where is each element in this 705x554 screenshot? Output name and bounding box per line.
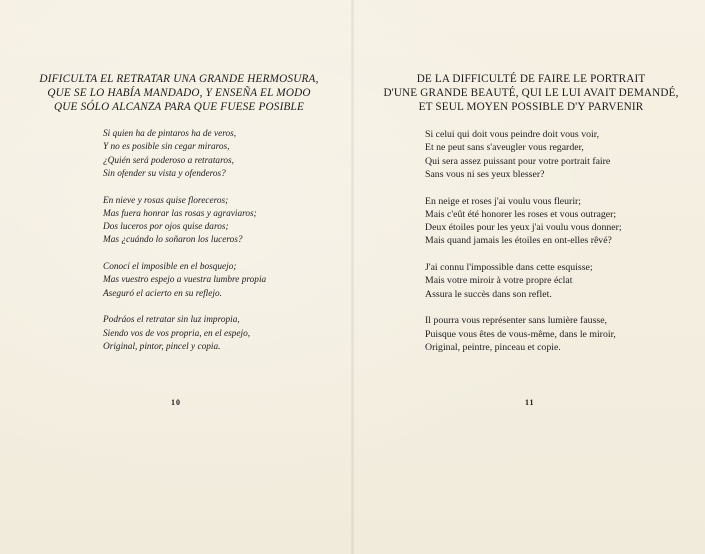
verse-line: J'ai connu l'impossible dans cette esquisse; xyxy=(425,262,593,274)
verse-line: Mais quand jamais les étoiles en ont-elles rêvé? xyxy=(425,235,612,247)
stanza-3 xyxy=(425,261,695,301)
spanish-poem xyxy=(103,128,343,368)
stanza-4 xyxy=(103,314,343,354)
stanza-4 xyxy=(425,314,695,354)
verse-line: Original, peintre, pinceau et copie. xyxy=(425,342,561,354)
verse-line: Et ne peut sans s'aveugler vous regarder, xyxy=(425,142,584,154)
right-page xyxy=(354,0,705,554)
verse-line: Mas ¿cuándo lo soñaron los luceros? xyxy=(103,235,243,246)
verse-line: Si celui qui doit vous peindre doit vous voir, xyxy=(425,129,600,140)
verse-line: Podráos el retratar sin luz impropia, xyxy=(103,315,240,326)
verse-line: Mas vuestro espejo a vuestra lumbre propia xyxy=(103,275,267,286)
french-poem xyxy=(425,128,695,368)
left-title-line: DIFICULTA EL RETRATAR UNA GRANDE HERMOSURA, xyxy=(39,73,319,85)
verse-line: Il pourra vous représenter sans lumière fausse, xyxy=(425,315,607,327)
verse-line: Assura le succès dans son reflet. xyxy=(425,288,552,300)
verse-line: Original, pintor, pincel y copia. xyxy=(103,342,221,353)
verse-line: En neige et roses j'ai voulu vous fleurir; xyxy=(425,195,582,207)
verse-line: Conocí el imposible en el bosquejo; xyxy=(103,262,237,273)
verse-line: Deux étoiles pour les yeux j'ai voulu vous donner; xyxy=(425,222,622,234)
verse-line: Mais votre miroir à votre propre éclat xyxy=(425,275,573,287)
verse-line: Y no es posible sin cegar miraros, xyxy=(103,142,230,153)
right-page-title xyxy=(370,72,692,114)
stanza-3 xyxy=(103,261,343,301)
stanza-2 xyxy=(425,195,695,248)
left-page-title xyxy=(14,72,344,114)
right-title-line: DE LA DIFFICULTÉ DE FAIRE LE PORTRAIT xyxy=(416,73,646,85)
verse-line: Si quien ha de pintaros ha de veros, xyxy=(103,129,237,139)
verse-line: Mas fuera honrar las rosas y agraviaros; xyxy=(103,208,257,219)
stanza-1 xyxy=(103,128,343,181)
stanza-2 xyxy=(103,195,343,248)
left-page xyxy=(0,0,351,554)
verse-line: Qui sera assez puissant pour votre portrait faire xyxy=(425,155,611,167)
page-number: 11 xyxy=(525,398,535,407)
verse-line: Dos luceros por ojos quise daros; xyxy=(103,222,229,233)
verse-line: Sin ofender su vista y ofenderos? xyxy=(103,168,226,179)
verse-line: Mais c'eût été honorer les roses et vous outrager; xyxy=(425,208,617,220)
verse-line: Aseguró el acierto en su reflejo. xyxy=(103,288,222,299)
left-title-line: QUE SÓLO ALCANZA PARA QUE FUESE POSIBLE xyxy=(54,101,304,113)
right-title-line: D'UNE GRANDE BEAUTÉ, QUI LE LUI AVAIT DEMANDÉ, xyxy=(383,87,679,99)
left-title-line: QUE SE LO HABÍA MANDADO, Y ENSEÑA EL MODO xyxy=(47,87,311,99)
verse-line: Sans vous ni ses yeux blesser? xyxy=(425,168,545,180)
verse-line: Puisque vous êtes de vous-même, dans le miroir, xyxy=(425,328,616,340)
verse-line: ¿Quién será poderoso a retrataros, xyxy=(103,155,234,166)
verse-line: En nieve y rosas quise floreceros; xyxy=(103,195,229,206)
verse-line: Siendo vos de vos propria, en el espejo, xyxy=(103,328,251,339)
right-title-line: ET SEUL MOYEN POSSIBLE D'Y PARVENIR xyxy=(418,101,644,113)
page-number: 10 xyxy=(171,398,181,407)
stanza-1 xyxy=(425,128,695,181)
